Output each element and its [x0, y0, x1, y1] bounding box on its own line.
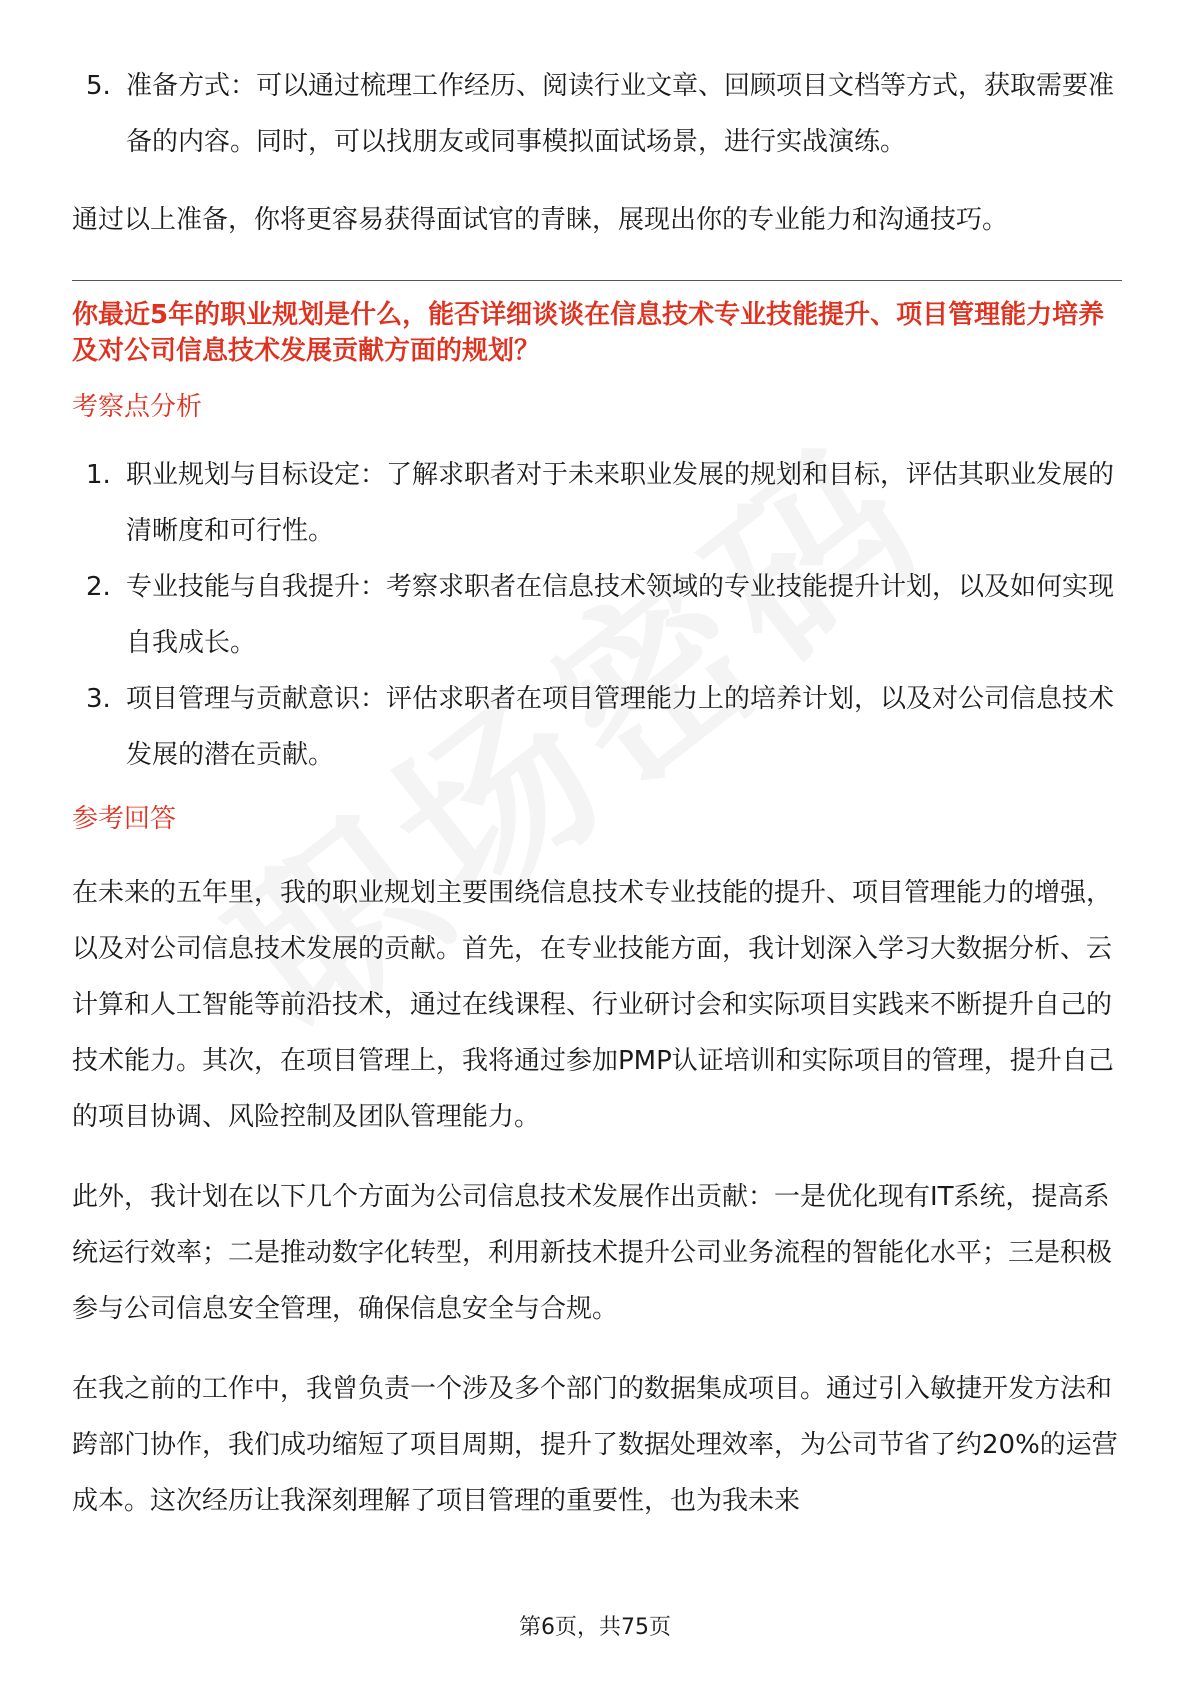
answer-paragraph: 在未来的五年里，我的职业规划主要围绕信息技术专业技能的提升、项目管理能力的增强，以及对公司信息技术发展的贡献。首先，在专业技能方面，我计划深入学习大数据分析、云计算和人工智能等前沿技术，通过在线课程、行业研讨会和实际项目实践来不断提升自己的技术能力。其次，在项目管理上，我将通过参加PMP认证培训和实际项目的管理，提升自己的项目协调、风险控制及团队管理能力。	[72, 878, 1114, 1132]
answer-paragraph: 此外，我计划在以下几个方面为公司信息技术发展作出贡献：一是优化现有IT系统，提高系统运行效率；二是推动数字化转型，利用新技术提升公司业务流程的智能化水平；三是积极参与公司信息安全管理，确保信息安全与合规。	[72, 1182, 1113, 1324]
list-item-text: 准备方式：可以通过梳理工作经历、阅读行业文章、回顾项目文档等方式，获取需要准备的内容。同时，可以找朋友或同事模拟面试场景，进行实战演练。	[126, 71, 1115, 157]
summary-text: 通过以上准备，你将更容易获得面试官的青睐，展现出你的专业能力和沟通技巧。	[72, 205, 1009, 235]
answer-paragraph: 在我之前的工作中，我曾负责一个涉及多个部门的数据集成项目。通过引入敏捷开发方法和跨部门协作，我们成功缩短了项目周期，提升了数据处理效率，为公司节省了约20%的运营成本。这次经历让我深刻理解了项目管理的重要性，也为我未来	[72, 1374, 1118, 1516]
list-item-text: 项目管理与贡献意识：评估求职者在项目管理能力上的培养计划，以及对公司信息技术发展的潜在贡献。	[126, 684, 1115, 770]
analysis-list	[72, 447, 1122, 783]
list-item	[72, 447, 1122, 559]
list-item-number: 2.	[86, 572, 111, 602]
list-item-text: 职业规划与目标设定：了解求职者对于未来职业发展的规划和目标，评估其职业发展的清晰度和可行性。	[126, 460, 1115, 546]
answer-heading: 参考回答	[72, 804, 177, 834]
section-divider	[72, 280, 1122, 281]
page-content	[72, 58, 1122, 1553]
question-title: 你最近5年的职业规划是什么，能否详细谈谈在信息技术专业技能提升、项目管理能力培养及对公司信息技术发展贡献方面的规划？	[72, 300, 1105, 366]
list-item	[72, 671, 1122, 783]
list-item-number: 5.	[86, 71, 111, 101]
top-list	[72, 58, 1122, 170]
analysis-heading: 考察点分析	[72, 392, 203, 422]
page-number-footer: 第6页，共75页	[519, 1615, 671, 1640]
list-item	[72, 559, 1122, 671]
list-item-number: 3.	[86, 684, 111, 714]
list-item-text: 专业技能与自我提升：考察求职者在信息技术领域的专业技能提升计划，以及如何实现自我成长。	[126, 572, 1115, 658]
list-item-number: 1.	[86, 460, 111, 490]
list-item	[72, 58, 1122, 170]
